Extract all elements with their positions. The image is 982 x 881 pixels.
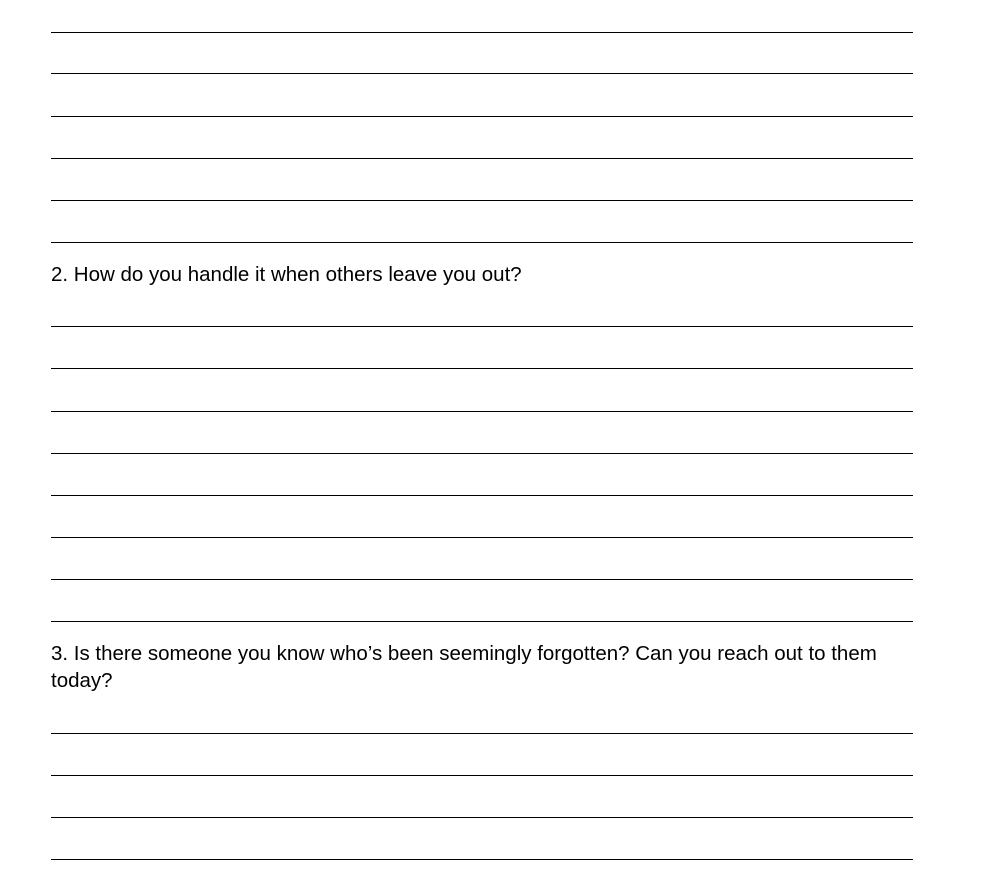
question-3: 3. Is there someone you know who’s been seemingly forgotten? Can you reach out to them today? [51,642,877,692]
answer-line [51,537,913,538]
answer-line [51,200,913,201]
answer-line [51,326,913,327]
question-2: 2. How do you handle it when others leave you out? [51,263,522,286]
answer-line [51,579,913,580]
answer-line [51,411,913,412]
answer-line [51,116,913,117]
answer-line [51,817,913,818]
answer-line [51,368,913,369]
answer-line [51,453,913,454]
answer-line [51,495,913,496]
answer-line [51,32,913,33]
answer-line [51,158,913,159]
answer-line [51,733,913,734]
answer-line [51,242,913,243]
answer-line [51,73,913,74]
answer-line [51,859,913,860]
answer-line [51,621,913,622]
answer-line [51,775,913,776]
